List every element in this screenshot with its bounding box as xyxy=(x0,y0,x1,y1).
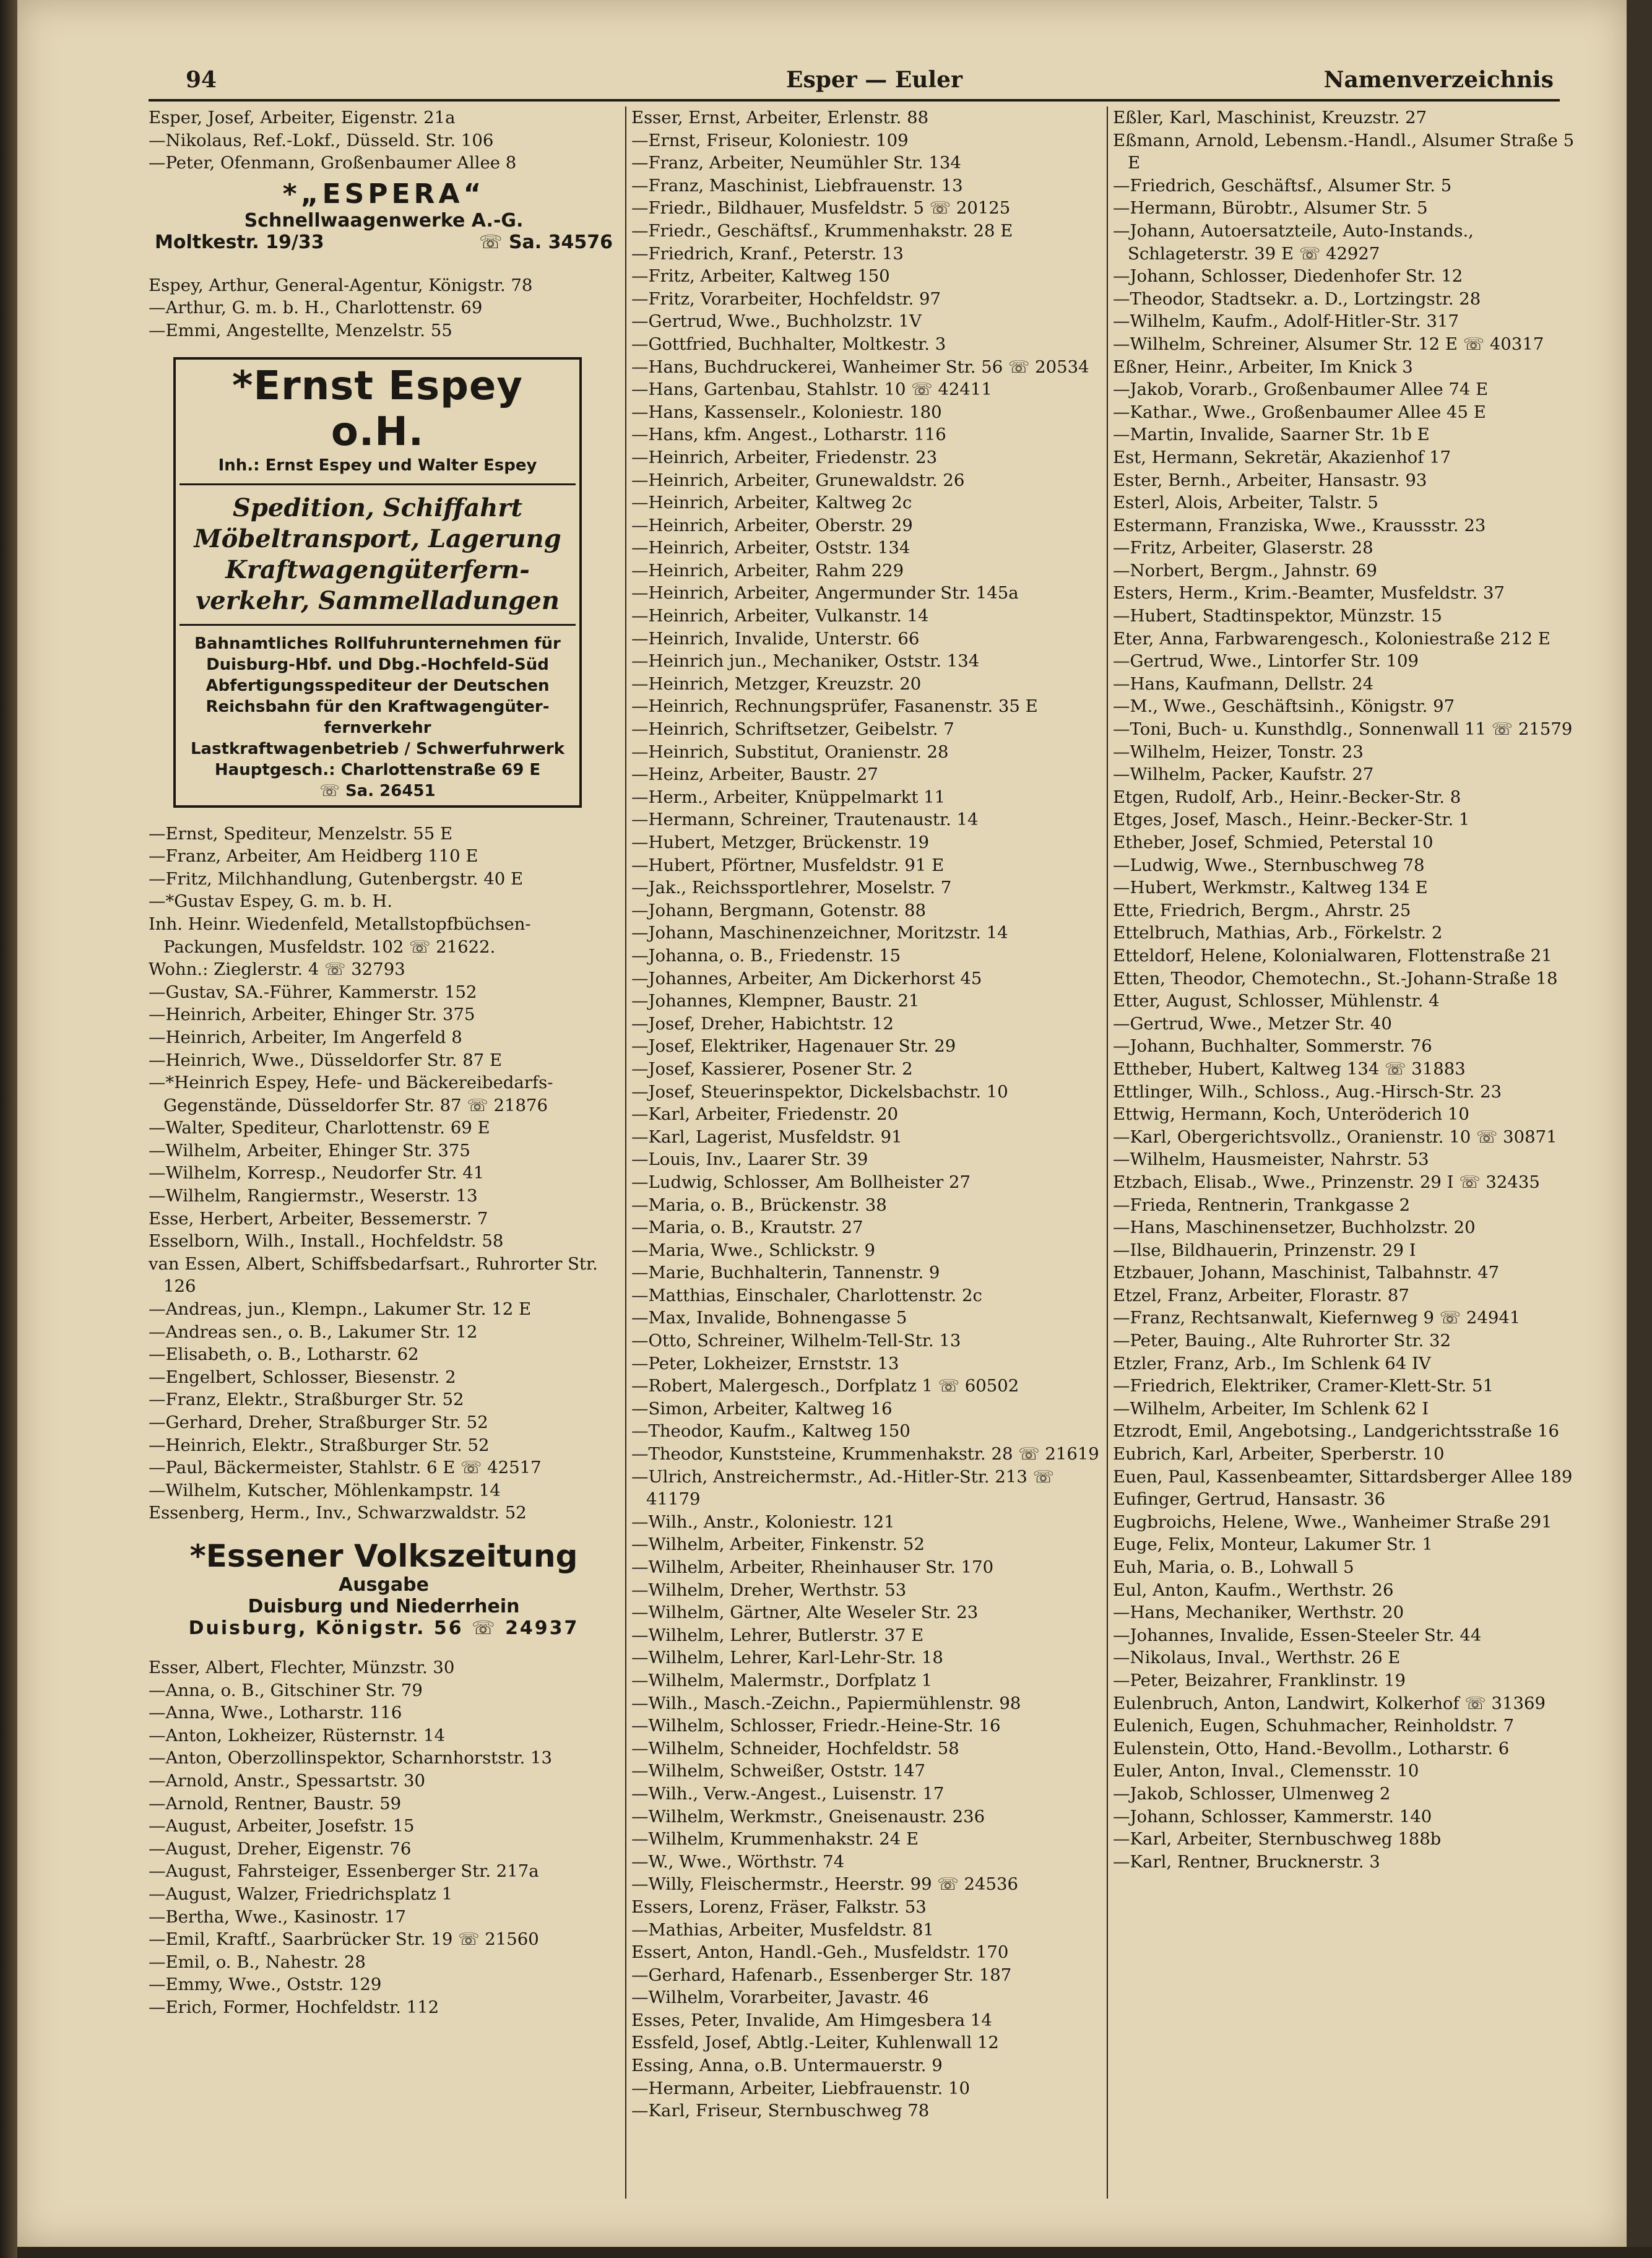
directory-entry: —Heinrich, Arbeiter, Im Angerfeld 8 xyxy=(149,1027,462,1047)
page-number: 94 xyxy=(186,67,217,93)
directory-entry: —Karl, Obergerichtsvollz., Oranienstr. 10 ☏ 30871 xyxy=(1113,1127,1557,1147)
directory-entry: —Wilhelm, Schreiner, Alsumer Str. 12 E ☏ 40317 xyxy=(1113,334,1544,354)
directory-entry: —Theodor, Kaufm., Kaltweg 150 xyxy=(631,1421,910,1442)
directory-entry: —Jak., Reichssportlehrer, Moselstr. 7 xyxy=(631,878,952,898)
directory-entry: Esper, Josef, Arbeiter, Eigenstr. 21a xyxy=(149,108,456,128)
directory-entry: Etgen, Rudolf, Arb., Heinr.-Becker-Str. 8 xyxy=(1113,787,1461,807)
directory-entry: —Heinrich, Arbeiter, Friedenstr. 23 xyxy=(631,447,938,467)
directory-entry: —Emmy, Wwe., Oststr. 129 xyxy=(149,1975,382,1995)
directory-entry: —Ernst, Spediteur, Menzelstr. 55 E xyxy=(149,823,453,844)
espey-ad-phone-number: Sa. 26451 xyxy=(345,781,436,800)
espera-ad-contact xyxy=(149,231,619,253)
directory-entry: —Gerhard, Dreher, Straßburger Str. 52 xyxy=(149,1412,488,1432)
directory-entry: —Otto, Schreiner, Wilhelm-Tell-Str. 13 xyxy=(631,1331,961,1351)
directory-entry: —Hubert, Metzger, Brückenstr. 19 xyxy=(631,833,930,852)
directory-entry: Etten, Theodor, Chemotechn., St.-Johann-Straße 18 xyxy=(1113,968,1558,988)
directory-entry: —Johann, Buchhalter, Sommerstr. 76 xyxy=(1113,1036,1432,1057)
directory-entry: Ester, Bernh., Arbeiter, Hansastr. 93 xyxy=(1113,470,1427,490)
directory-entry: —Wilhelm, Lehrer, Karl-Lehr-Str. 18 xyxy=(631,1648,943,1668)
volkszeitung-ad-phone: 24937 xyxy=(505,1617,579,1639)
directory-entry: —Josef, Elektriker, Hagenauer Str. 29 xyxy=(631,1036,956,1057)
directory-entry: Euh, Maria, o. B., Lohwall 5 xyxy=(1113,1557,1354,1577)
directory-entry: Ettwig, Hermann, Koch, Unteröderich 10 xyxy=(1113,1104,1469,1125)
directory-entry: —Heinz, Arbeiter, Baustr. 27 xyxy=(631,764,878,785)
directory-entry: Etzbach, Elisab., Wwe., Prinzenstr. 29 I ☏ 32435 xyxy=(1113,1172,1540,1192)
directory-entry: —Heinrich, Metzger, Kreuzstr. 20 xyxy=(631,673,922,694)
directory-entry: —Heinrich, Invalide, Unterstr. 66 xyxy=(631,628,920,649)
directory-entry: Euen, Paul, Kassenbeamter, Sittardsberger Allee 189 xyxy=(1113,1466,1573,1487)
directory-entry: Eufinger, Gertrud, Hansastr. 36 xyxy=(1113,1489,1386,1510)
entry-list-1b xyxy=(149,274,619,342)
directory-entry: —Gottfried, Buchhalter, Moltkestr. 3 xyxy=(631,334,946,354)
directory-entry: —Heinrich, Schriftsetzer, Geibelstr. 7 xyxy=(631,719,954,740)
espey-ad-service-line: verkehr, Sammelladungen xyxy=(196,586,560,615)
directory-entry: —Franz, Arbeiter, Neumühler Str. 134 xyxy=(631,153,961,173)
volkszeitung-ad-name: *Essener Volkszeitung xyxy=(189,1538,578,1574)
directory-entry: —Franz, Elektr., Straßburger Str. 52 xyxy=(149,1390,464,1410)
directory-entry: Eulenstein, Otto, Hand.-Bevollm., Lotharstr. 6 xyxy=(1113,1738,1510,1758)
entry-list-3 xyxy=(1113,106,1591,1873)
directory-entry: —Heinrich jun., Mechaniker, Oststr. 134 xyxy=(631,651,980,672)
espey-ad-services xyxy=(179,493,576,616)
directory-entry: —Gertrud, Wwe., Buchholzstr. 1V xyxy=(631,311,922,332)
directory-entry: —Friedr., Geschäftsf., Krummenhakstr. 28 E xyxy=(631,220,1013,241)
directory-entry: Euge, Felix, Monteur, Lakumer Str. 1 xyxy=(1113,1534,1433,1555)
directory-entry: —Anton, Oberzollinspektor, Scharnhorststr. 13 xyxy=(149,1748,552,1768)
directory-entry: Esses, Peter, Invalide, Am Himgesbera 14 xyxy=(631,2010,992,2030)
page-range-title: Esper — Euler xyxy=(786,67,962,93)
directory-entry: —Karl, Rentner, Brucknerstr. 3 xyxy=(1113,1851,1380,1872)
directory-entry: —Heinrich, Substitut, Oranienstr. 28 xyxy=(631,742,949,762)
espera-ad xyxy=(149,178,619,253)
directory-entry: —Maria, Wwe., Schlickstr. 9 xyxy=(631,1240,876,1260)
directory-entry: —Josef, Steuerinspektor, Dickelsbachstr. 10 xyxy=(631,1081,1008,1102)
directory-entry: —Peter, Ofenmann, Großenbaumer Allee 8 xyxy=(149,153,517,173)
directory-entry: —Anton, Lokheizer, Rüsternstr. 14 xyxy=(149,1725,445,1745)
directory-entry: —August, Fahrsteiger, Essenberger Str. 217a xyxy=(149,1861,539,1882)
directory-entry: —Peter, Beizahrer, Franklinstr. 19 xyxy=(1113,1670,1406,1690)
directory-entry: —Johannes, Invalide, Essen-Steeler Str. 44 xyxy=(1113,1625,1482,1645)
directory-entry: —Maria, o. B., Brückenstr. 38 xyxy=(631,1195,887,1215)
directory-entry: Esters, Herm., Krim.-Beamter, Musfeldstr. 37 xyxy=(1113,583,1505,603)
directory-entry: —Johannes, Klempner, Baustr. 21 xyxy=(631,991,920,1011)
directory-entry: —Johann, Schlosser, Diedenhofer Str. 12 xyxy=(1113,266,1463,287)
directory-entry: —Maria, o. B., Krautstr. 27 xyxy=(631,1218,863,1238)
volkszeitung-ad-address: Duisburg, Königstr. 56 xyxy=(188,1617,464,1639)
directory-entry: Etheber, Josef, Schmied, Peterstal 10 xyxy=(1113,833,1434,852)
directory-entry: Etteldorf, Helene, Kolonialwaren, Flottenstraße 21 xyxy=(1113,945,1552,966)
directory-entry: Eulenbruch, Anton, Landwirt, Kolkerhof ☏ 31369 xyxy=(1113,1693,1546,1713)
directory-entry: —Heinrich, Arbeiter, Kaltweg 2c xyxy=(631,493,912,513)
section-title: Namenverzeichnis xyxy=(1323,67,1554,93)
page-header xyxy=(149,62,1560,102)
directory-entry: —Franz, Rechtsanwalt, Kiefernweg 9 ☏ 24941 xyxy=(1113,1308,1521,1328)
column-1 xyxy=(149,106,619,2199)
directory-entry: —Emil, Kraftf., Saarbrücker Str. 19 ☏ 21560 xyxy=(149,1929,539,1950)
directory-entry: —Martin, Invalide, Saarner Str. 1b E xyxy=(1113,425,1430,445)
directory-entry: —Wilhelm, Korresp., Neudorfer Str. 41 xyxy=(149,1163,485,1183)
espey-ad-name: *Ernst Espey o.H. xyxy=(231,363,524,455)
directory-entry: —Norbert, Bergm., Jahnstr. 69 xyxy=(1113,560,1377,581)
directory-entry: —Wilhelm, Arbeiter, Rheinhauser Str. 170 xyxy=(631,1557,994,1577)
directory-entry: Ettheber, Hubert, Kaltweg 134 ☏ 31883 xyxy=(1113,1058,1466,1079)
directory-entry: Est, Hermann, Sekretär, Akazienhof 17 xyxy=(1113,447,1451,467)
directory-entry: —Paul, Bäckermeister, Stahlstr. 6 E ☏ 42517 xyxy=(149,1458,542,1478)
espey-ad xyxy=(173,357,582,808)
directory-entry: Essert, Anton, Handl.-Geh., Musfeldstr. 170 xyxy=(631,1942,1009,1963)
directory-entry: —Karl, Arbeiter, Friedenstr. 20 xyxy=(631,1104,899,1125)
directory-entry: —Walter, Spediteur, Charlottenstr. 69 E xyxy=(149,1118,490,1138)
directory-entry: —Heinrich, Wwe., Düsseldorfer Str. 87 E xyxy=(149,1050,503,1070)
directory-entry: —Peter, Lokheizer, Ernststr. 13 xyxy=(631,1353,899,1373)
directory-entry: Ette, Friedrich, Bergm., Ahrstr. 25 xyxy=(1113,900,1411,920)
directory-entry: —Franz, Arbeiter, Am Heidberg 110 E xyxy=(149,846,478,867)
espey-ad-detail-line: Reichsbahn für den Kraftwagengüter- xyxy=(205,697,550,716)
directory-entry: —Johann, Autoersatzteile, Auto-Instands., Schlageterstr. 39 E ☏ 42927 xyxy=(1113,220,1479,264)
directory-entry: Esterl, Alois, Arbeiter, Talstr. 5 xyxy=(1113,493,1378,513)
directory-entry: —Karl, Lagerist, Musfeldstr. 91 xyxy=(631,1127,902,1147)
espey-ad-detail-line: Hauptgesch.: Charlottenstraße 69 E xyxy=(214,760,541,779)
directory-entry: —Fritz, Milchhandlung, Gutenbergstr. 40 E xyxy=(149,868,524,889)
directory-entry: —Emmi, Angestellte, Menzelstr. 55 xyxy=(149,320,452,340)
directory-entry: —Wilhelm, Kaufm., Adolf-Hitler-Str. 317 xyxy=(1113,311,1459,332)
directory-entry: —August, Dreher, Eigenstr. 76 xyxy=(149,1838,412,1859)
directory-entry: Essfeld, Josef, Abtlg.-Leiter, Kuhlenwall 12 xyxy=(631,2033,999,2053)
directory-entry: —Arthur, G. m. b. H., Charlottenstr. 69 xyxy=(149,298,483,318)
directory-entry: Etzrodt, Emil, Angebotsing., Landgerichtsstraße 16 xyxy=(1113,1421,1559,1442)
page-bottom-edge xyxy=(17,2247,1652,2258)
directory-entry: —Wilhelm, Malermstr., Dorfplatz 1 xyxy=(631,1670,933,1690)
directory-entry: Euler, Anton, Inval., Clemensstr. 10 xyxy=(1113,1761,1419,1781)
directory-entry: —Hermann, Bürobtr., Alsumer Str. 5 xyxy=(1113,198,1428,218)
espey-ad-service-line: Möbeltransport, Lagerung xyxy=(194,524,561,553)
volkszeitung-ad-line1: Ausgabe xyxy=(339,1573,429,1596)
directory-entry: Eßmann, Arnold, Lebensm.-Handl., Alsumer Straße 5 E xyxy=(1113,130,1580,173)
directory-entry: —Hans, Buchdruckerei, Wanheimer Str. 56 ☏ 20534 xyxy=(631,357,1089,377)
directory-entry: Ettlinger, Wilh., Schloss., Aug.-Hirsch-Str. 23 xyxy=(1113,1081,1502,1102)
directory-entry: —Ludwig, Schlosser, Am Bollheister 27 xyxy=(631,1172,971,1192)
directory-entry: —Wilh., Anstr., Koloniestr. 121 xyxy=(631,1512,895,1532)
directory-entry: —Arnold, Rentner, Baustr. 59 xyxy=(149,1793,402,1814)
directory-entry: Eßler, Karl, Maschinist, Kreuzstr. 27 xyxy=(1113,108,1427,128)
directory-entry: Espey, Arthur, General-Agentur, Königstr. 78 xyxy=(149,275,533,295)
directory-entry: —Anna, o. B., Gitschiner Str. 79 xyxy=(149,1680,423,1700)
espey-ad-detail-line: Abfertigungsspediteur der Deutschen xyxy=(205,676,550,695)
directory-entry: —Matthias, Einschaler, Charlottenstr. 2c xyxy=(631,1285,982,1305)
espera-ad-phone-number: Sa. 34576 xyxy=(508,231,613,253)
directory-entry: —Jakob, Vorarb., Großenbaumer Allee 74 E xyxy=(1113,379,1489,400)
directory-entry: —Heinrich, Arbeiter, Angermunder Str. 145a xyxy=(631,583,1019,603)
directory-entry: —Josef, Dreher, Habichtstr. 12 xyxy=(631,1013,894,1034)
directory-entry: —Hermann, Schreiner, Trautenaustr. 14 xyxy=(631,810,979,830)
volkszeitung-ad xyxy=(149,1538,619,1639)
directory-entry: —Wilhelm, Lehrer, Butlerstr. 37 E xyxy=(631,1625,924,1645)
directory-entry: —Wilhelm, Arbeiter, Ehinger Str. 375 xyxy=(149,1140,470,1161)
directory-entry: —Hans, kfm. Angest., Lotharstr. 116 xyxy=(631,425,946,445)
directory-entry: —Fritz, Vorarbeiter, Hochfeldstr. 97 xyxy=(631,288,941,309)
directory-entry: —Wilhelm, Schneider, Hochfeldstr. 58 xyxy=(631,1738,959,1758)
directory-entry: —Hermann, Arbeiter, Liebfrauenstr. 10 xyxy=(631,2078,971,2098)
directory-entry: —Heinrich, Arbeiter, Vulkanstr. 14 xyxy=(631,606,929,626)
directory-entry: —Theodor, Kunststeine, Krummenhakstr. 28 ☏ 21619 xyxy=(631,1444,1099,1464)
directory-entry: —Hans, Mechaniker, Werthstr. 20 xyxy=(1113,1603,1404,1623)
directory-entry: —Heinrich, Arbeiter, Ehinger Str. 375 xyxy=(149,1005,475,1025)
directory-entry: Estermann, Franziska, Wwe., Kraussstr. 23 xyxy=(1113,515,1486,535)
directory-entry: —Theodor, Stadtsekr. a. D., Lortzingstr. 28 xyxy=(1113,288,1481,309)
espey-ad-divider-2 xyxy=(179,624,576,626)
espey-ad-service-line: Kraftwagengüterfern- xyxy=(225,555,530,584)
directory-entry: —Wilhelm, Arbeiter, Im Schlenk 62 I xyxy=(1113,1398,1429,1419)
directory-entry: —Karl, Arbeiter, Sternbuschweg 188b xyxy=(1113,1829,1442,1849)
directory-entry: —Herm., Arbeiter, Knüppelmarkt 11 xyxy=(631,787,946,807)
directory-entry: —Simon, Arbeiter, Kaltweg 16 xyxy=(631,1398,893,1419)
directory-entry: Ettelbruch, Mathias, Arb., Förkelstr. 2 xyxy=(1113,923,1443,943)
directory-entry: —Hans, Maschinensetzer, Buchholzstr. 20 xyxy=(1113,1218,1476,1238)
directory-entry: —Nikolaus, Inval., Werthstr. 26 E xyxy=(1113,1648,1401,1668)
directory-entry: —Wilh., Masch.-Zeichn., Papiermühlenstr. 98 xyxy=(631,1693,1021,1713)
directory-entry: —Wilhelm, Werkmstr., Gneisenaustr. 236 xyxy=(631,1806,985,1827)
directory-entry: —Fritz, Arbeiter, Glaserstr. 28 xyxy=(1113,538,1373,558)
directory-entry: —Hans, Kassenselr., Koloniestr. 180 xyxy=(631,402,942,422)
directory-entry: —Johann, Bergmann, Gotenstr. 88 xyxy=(631,900,927,920)
directory-entry: —Nikolaus, Ref.-Lokf., Düsseld. Str. 106 xyxy=(149,130,494,150)
directory-entry: Essenberg, Herm., Inv., Schwarzwaldstr. 52 xyxy=(149,1503,527,1523)
espey-ad-divider-1 xyxy=(179,483,576,485)
directory-entry: —Frieda, Rentnerin, Trankgasse 2 xyxy=(1113,1195,1411,1215)
directory-entry: —Wilhelm, Vorarbeiter, Javastr. 46 xyxy=(631,1988,929,2008)
directory-entry: van Essen, Albert, Schiffsbedarfsart., Ruhrorter Str. 126 xyxy=(149,1253,603,1297)
directory-entry: —Louis, Inv., Laarer Str. 39 xyxy=(631,1149,868,1170)
directory-entry: Eul, Anton, Kaufm., Werthstr. 26 xyxy=(1113,1580,1394,1600)
espera-ad-address: Moltkestr. 19/33 xyxy=(155,231,324,253)
directory-entry: —Jakob, Schlosser, Ulmenweg 2 xyxy=(1113,1783,1391,1804)
directory-entry: Wohn.: Zieglerstr. 4 ☏ 32793 xyxy=(149,959,405,980)
espey-ad-details xyxy=(179,633,576,781)
directory-entry: —M., Wwe., Geschäftsinh., Königstr. 97 xyxy=(1113,696,1455,717)
directory-entry: Eulenich, Eugen, Schuhmacher, Reinholdstr. 7 xyxy=(1113,1716,1515,1736)
directory-entry: —Friedrich, Elektriker, Cramer-Klett-Str. 51 xyxy=(1113,1376,1494,1396)
directory-entry: —Franz, Maschinist, Liebfrauenstr. 13 xyxy=(631,175,963,196)
directory-entry: —Ilse, Bildhauerin, Prinzenstr. 29 I xyxy=(1113,1240,1416,1260)
espey-ad-phone: ☏ Sa. 26451 xyxy=(319,781,436,800)
directory-entry: —Max, Invalide, Bohnengasse 5 xyxy=(631,1308,907,1328)
entry-list-2 xyxy=(631,106,1108,2122)
directory-entry: —Wilhelm, Arbeiter, Finkenstr. 52 xyxy=(631,1534,925,1555)
directory-entry: —Toni, Buch- u. Kunsthdlg., Sonnenwall 11 ☏ 21579 xyxy=(1113,719,1573,740)
directory-entry: Etter, August, Schlosser, Mühlenstr. 4 xyxy=(1113,991,1440,1011)
entry-list-1d xyxy=(149,1656,619,2019)
directory-entry: —Heinrich, Arbeiter, Rahm 229 xyxy=(631,560,904,581)
espey-ad-owners: Inh.: Ernst Espey und Walter Espey xyxy=(218,456,537,475)
directory-entry: —Andreas, jun., Klempn., Lakumer Str. 12 E xyxy=(149,1299,532,1320)
directory-entry: —Wilhelm, Krummenhakstr. 24 E xyxy=(631,1829,919,1849)
directory-entry: —Johann, Maschinenzeichner, Moritzstr. 14 xyxy=(631,923,1008,943)
directory-entry: Etges, Josef, Masch., Heinr.-Becker-Str. 1 xyxy=(1113,810,1470,830)
directory-entry: —*Gustav Espey, G. m. b. H. xyxy=(149,891,393,912)
directory-entry: Esser, Albert, Flechter, Münzstr. 30 xyxy=(149,1657,455,1677)
directory-entry: Essing, Anna, o.B. Untermauerstr. 9 xyxy=(631,2056,943,2076)
volkszeitung-ad-line2: Duisburg und Niederrhein xyxy=(248,1595,520,1617)
directory-entry: —Friedrich, Kranf., Peterstr. 13 xyxy=(631,243,904,264)
espey-ad-detail-line: Duisburg-Hbf. und Dbg.-Hochfeld-Süd xyxy=(206,655,549,674)
column-2 xyxy=(625,106,1108,2199)
directory-entry: —Hubert, Stadtinspektor, Münzstr. 15 xyxy=(1113,606,1442,626)
directory-entry: —Wilhelm, Heizer, Tonstr. 23 xyxy=(1113,742,1364,762)
directory-entry: —Hubert, Werkmstr., Kaltweg 134 E xyxy=(1113,878,1428,898)
espey-ad-detail-line: fernverkehr xyxy=(324,718,431,737)
directory-entry: —Friedr., Bildhauer, Musfeldstr. 5 ☏ 20125 xyxy=(631,198,1011,218)
directory-entry: Eubrich, Karl, Arbeiter, Sperberstr. 10 xyxy=(1113,1444,1445,1464)
directory-entry: Esse, Herbert, Arbeiter, Bessemerstr. 7 xyxy=(149,1208,488,1229)
directory-entry: —August, Walzer, Friedrichsplatz 1 xyxy=(149,1884,453,1904)
espey-ad-detail-line: Bahnamtliches Rollfuhrunternehmen für xyxy=(194,634,561,653)
directory-entry: —Engelbert, Schlosser, Biesenstr. 2 xyxy=(149,1367,456,1387)
directory-entry: —Gertrud, Wwe., Lintorfer Str. 109 xyxy=(1113,651,1419,672)
column-3 xyxy=(1107,106,1591,2199)
entry-list-1c xyxy=(149,823,619,1525)
directory-entry: —Andreas sen., o. B., Lakumer Str. 12 xyxy=(149,1321,478,1342)
directory-entry: Etzel, Franz, Arbeiter, Florastr. 87 xyxy=(1113,1285,1409,1305)
directory-entry: —Wilhelm, Kutscher, Möhlenkampstr. 14 xyxy=(149,1480,501,1500)
directory-entry: —W., Wwe., Wörthstr. 74 xyxy=(631,1851,845,1872)
directory-entry: Etzler, Franz, Arb., Im Schlenk 64 IV xyxy=(1113,1353,1431,1373)
directory-entry: —Heinrich, Elektr., Straßburger Str. 52 xyxy=(149,1435,490,1455)
directory-entry: —Gertrud, Wwe., Metzer Str. 40 xyxy=(1113,1013,1392,1034)
directory-entry: —Friedrich, Geschäftsf., Alsumer Str. 5 xyxy=(1113,175,1452,196)
espera-ad-name: *„ESPERA“ xyxy=(282,178,485,210)
directory-entry: —Anna, Wwe., Lotharstr. 116 xyxy=(149,1703,402,1723)
directory-entry: Eugbroichs, Helene, Wwe., Wanheimer Straße 291 xyxy=(1113,1512,1552,1532)
directory-entry: —Hans, Gartenbau, Stahlstr. 10 ☏ 42411 xyxy=(631,379,992,400)
directory-entry: —Johannes, Arbeiter, Am Dickerhorst 45 xyxy=(631,968,982,988)
directory-entry: —Heinrich, Rechnungsprüfer, Fasanenstr. 35 E xyxy=(631,696,1038,717)
directory-entry: —Wilhelm, Dreher, Werthstr. 53 xyxy=(631,1580,907,1600)
directory-entry: —Heinrich, Arbeiter, Grunewaldstr. 26 xyxy=(631,470,965,490)
directory-entry: —Peter, Bauing., Alte Ruhrorter Str. 32 xyxy=(1113,1331,1451,1351)
directory-entry: —Wilhelm, Rangiermstr., Weserstr. 13 xyxy=(149,1186,478,1206)
entry-list-1a xyxy=(149,106,619,175)
espey-ad-detail-line: Lastkraftwagenbetrieb / Schwerfuhrwerk xyxy=(190,739,565,758)
directory-entry: —Heinrich, Arbeiter, Oststr. 134 xyxy=(631,538,910,558)
directory-entry: —Elisabeth, o. B., Lotharstr. 62 xyxy=(149,1344,419,1365)
espera-ad-line1: Schnellwaagenwerke A.-G. xyxy=(244,209,524,231)
directory-entry: —Wilh., Verw.-Angest., Luisenstr. 17 xyxy=(631,1783,945,1804)
directory-entry: Etzbauer, Johann, Maschinist, Talbahnstr. 47 xyxy=(1113,1263,1500,1283)
directory-entry: —Wilhelm, Gärtner, Alte Weseler Str. 23 xyxy=(631,1603,979,1623)
directory-entry: —Wilhelm, Schweißer, Oststr. 147 xyxy=(631,1761,925,1781)
directory-entry: Eter, Anna, Farbwarengesch., Koloniestraße 212 E xyxy=(1113,628,1550,649)
book-spine-edge xyxy=(0,0,17,2258)
directory-entry: —Kathar., Wwe., Großenbaumer Allee 45 E xyxy=(1113,402,1486,422)
directory-entry: —Ulrich, Anstreichermstr., Ad.-Hitler-Str. 213 ☏ 41179 xyxy=(631,1466,1060,1510)
directory-entry: —Erich, Former, Hochfeldstr. 112 xyxy=(149,1997,439,2017)
directory-entry: —Gustav, SA.-Führer, Kammerstr. 152 xyxy=(149,982,477,1002)
directory-entry: —Johanna, o. B., Friedenstr. 15 xyxy=(631,945,901,966)
directory-entry: —Fritz, Arbeiter, Kaltweg 150 xyxy=(631,266,890,287)
directory-entry: —Mathias, Arbeiter, Musfeldstr. 81 xyxy=(631,1919,934,1940)
directory-entry: —Marie, Buchhalterin, Tannenstr. 9 xyxy=(631,1263,940,1283)
espera-ad-phone: ☏ Sa. 34576 xyxy=(478,231,613,253)
volkszeitung-ad-contact: Duisburg, Königstr. 56 ☏ 24937 xyxy=(188,1617,579,1639)
directory-entry: —Gerhard, Hafenarb., Essenberger Str. 187 xyxy=(631,1965,1012,1985)
directory-entry: —Hubert, Pförtner, Musfeldstr. 91 E xyxy=(631,855,945,875)
directory-entry: —Willy, Fleischermstr., Heerstr. 99 ☏ 24536 xyxy=(631,1874,1019,1895)
directory-entry: —Emil, o. B., Nahestr. 28 xyxy=(149,1952,366,1972)
directory-entry: Esser, Ernst, Arbeiter, Erlenstr. 88 xyxy=(631,108,929,128)
directory-entry: —Wilhelm, Schlosser, Friedr.-Heine-Str. 16 xyxy=(631,1716,1001,1736)
directory-entry: Eßner, Heinr., Arbeiter, Im Knick 3 xyxy=(1113,357,1413,377)
directory-entry: —Hans, Kaufmann, Dellstr. 24 xyxy=(1113,673,1374,694)
directory-entry: —*Heinrich Espey, Hefe- und Bäckereibedarfs-Gegenstände, Düsseldorfer Str. 87 ☏ 21876 xyxy=(149,1073,553,1115)
directory-entry: Inh. Heinr. Wiedenfeld, Metallstopfbüchsen-Packungen, Musfeldstr. 102 ☏ 21622. xyxy=(149,914,531,957)
directory-entry: —Bertha, Wwe., Kasinostr. 17 xyxy=(149,1906,406,1927)
directory-entry: —Johann, Schlosser, Kammerstr. 140 xyxy=(1113,1806,1432,1827)
espey-ad-service-line: Spedition, Schiffahrt xyxy=(233,493,522,522)
directory-entry: —Karl, Friseur, Sternbuschweg 78 xyxy=(631,2101,930,2121)
directory-entry: —Josef, Kassierer, Posener Str. 2 xyxy=(631,1058,913,1079)
directory-entry: —Heinrich, Arbeiter, Oberstr. 29 xyxy=(631,515,913,535)
directory-entry: Essers, Lorenz, Fräser, Falkstr. 53 xyxy=(631,1897,927,1917)
directory-entry: —Wilhelm, Packer, Kaufstr. 27 xyxy=(1113,764,1374,785)
directory-entry: Esselborn, Wilh., Install., Hochfeldstr. 58 xyxy=(149,1231,504,1252)
directory-entry: —Ludwig, Wwe., Sternbuschweg 78 xyxy=(1113,855,1425,875)
directory-entry: —Wilhelm, Hausmeister, Nahrstr. 53 xyxy=(1113,1149,1429,1170)
directory-entry: —Robert, Malergesch., Dorfplatz 1 ☏ 60502 xyxy=(631,1376,1019,1396)
directory-entry: —August, Arbeiter, Josefstr. 15 xyxy=(149,1816,415,1836)
directory-entry: —Ernst, Friseur, Koloniestr. 109 xyxy=(631,130,909,150)
directory-entry: —Arnold, Anstr., Spessartstr. 30 xyxy=(149,1770,426,1791)
